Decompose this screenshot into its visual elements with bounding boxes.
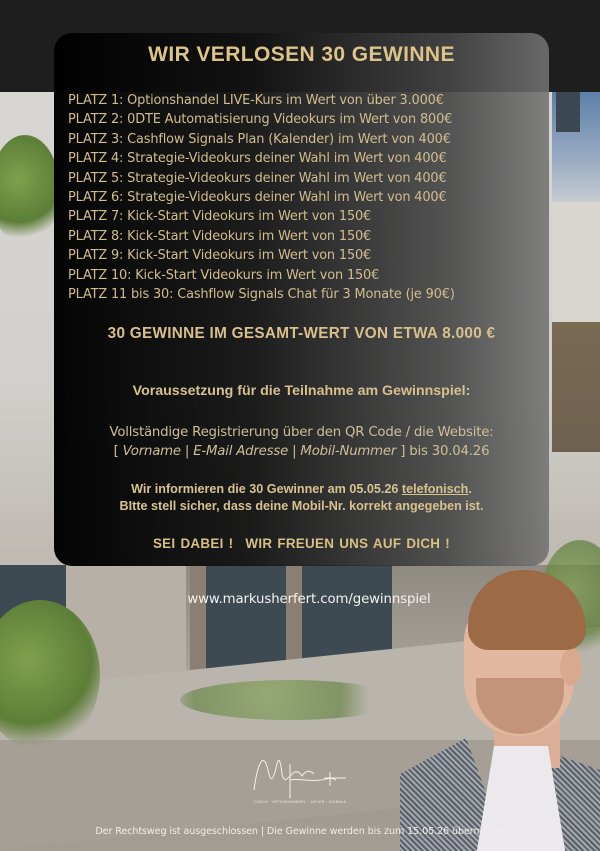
winner-info: [54, 481, 549, 515]
hair: [468, 570, 586, 650]
website-link[interactable]: www.markusherfert.com/gewinnspiel: [187, 592, 431, 607]
prize-item: PLATZ 3: Cashflow Signals Plan (Kalender) im Wert von 400€: [68, 131, 451, 147]
bracket-open: [: [113, 444, 123, 459]
card-title: WIR VERLOSEN 30 GEWINNE: [148, 43, 455, 66]
prize-item: PLATZ 9: Kick-Start Videokurs im Wert von 150€: [68, 248, 372, 264]
deadline: ] bis 30.04.26: [396, 444, 490, 459]
portrait-photo: [420, 568, 600, 851]
prize-item: PLATZ 1: Optionshandel LIVE-Kurs im Wert von über 3.000€: [68, 93, 444, 108]
prize-item: PLATZ 2: 0DTE Automatisierung Videokurs im Wert von 800€: [68, 112, 453, 128]
legal-disclaimer: Der Rechtsweg ist ausgeschlossen | Die Gewinne werden bis zum 15.05.26 übermittelt: [95, 826, 505, 837]
requirements-fields-line: [54, 442, 549, 461]
signature-tagline: COACH · OPTIONSHANDEL · AKTIEN · SIGNALS: [253, 800, 347, 804]
cta-part-1: SEI DABEI !: [152, 536, 234, 551]
prize-item: PLATZ 8: Kick-Start Videokurs im Wert von 150€: [68, 228, 372, 244]
prize-item: PLATZ 11 bis 30: Cashflow Signals Chat für 3 Monate (je 90€): [68, 287, 455, 303]
winner-info-prefix: Wir informieren die 30 Gewinner am 05.05.26: [131, 482, 402, 496]
requirements-line: Vollständige Registrierung über den QR Code / die Website:: [109, 425, 494, 440]
required-fields: Vorname | E-Mail Adresse | Mobil-Nummer: [122, 444, 397, 459]
call-to-action: [54, 536, 549, 551]
total-value: 30 GEWINNE IM GESAMT-WERT VON ETWA 8.000 €: [107, 325, 496, 342]
winner-info-line: [54, 481, 549, 498]
prize-item: PLATZ 5: Strategie-Videokurs deiner Wahl im Wert von 400€: [68, 170, 447, 186]
winner-info-suffix: .: [468, 482, 472, 496]
requirements-heading: Voraussetzung für die Teilnahme am Gewinnspiel:: [132, 383, 471, 399]
cta-part-2: WIR FREUEN UNS AUF DICH !: [245, 536, 451, 551]
phone-reminder: BItte stell sicher, dass deine Mobil-Nr. korrekt angegeben ist.: [119, 499, 484, 513]
prize-item: PLATZ 7: Kick-Start Videokurs im Wert von 150€: [68, 209, 372, 225]
requirements-text: [54, 423, 549, 461]
prize-item: PLATZ 6: Strategie-Videokurs deiner Wahl im Wert von 400€: [68, 190, 447, 206]
telefonisch-link[interactable]: telefonisch: [401, 482, 469, 496]
signature-logo: [250, 750, 350, 804]
ear: [560, 648, 582, 686]
hedge: [180, 680, 400, 720]
prize-item: PLATZ 10: Kick-Start Videokurs im Wert von 150€: [68, 267, 380, 283]
building-wall-right: [552, 202, 600, 322]
prize-list: [68, 91, 455, 304]
giveaway-card: [54, 33, 549, 566]
prize-item: PLATZ 4: Strategie-Videokurs deiner Wahl im Wert von 400€: [68, 151, 447, 167]
signature-icon: [250, 750, 350, 798]
wood-facade: [552, 322, 600, 452]
window-frame: [556, 92, 580, 132]
